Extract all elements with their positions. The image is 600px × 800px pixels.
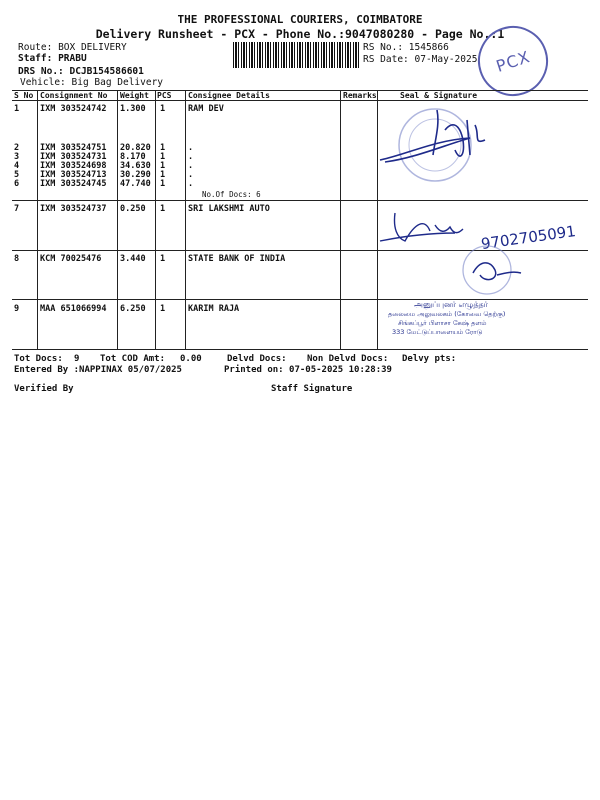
- col-header-consignment: Consignment No: [40, 91, 108, 100]
- row-sno: 2: [14, 143, 20, 153]
- row-consignment: IXM 303524742: [40, 104, 107, 114]
- row-pcs: 1: [160, 304, 166, 314]
- row-sno: 5: [14, 170, 20, 180]
- col-header-remarks: Remarks: [343, 91, 377, 100]
- col-header-sno: S No: [14, 91, 34, 100]
- row-pcs: 1: [160, 204, 166, 214]
- row-pcs: 1: [160, 179, 166, 189]
- row-consignment: KCM 70025476: [40, 254, 102, 264]
- tot-docs-label: Tot Docs:: [14, 354, 63, 364]
- row-sno: 4: [14, 161, 20, 171]
- verified-by: Verified By: [14, 384, 74, 394]
- row-weight: 3.440: [120, 254, 146, 264]
- tamil-address-stamp: [378, 300, 588, 348]
- table-bottom-rule: [12, 349, 588, 350]
- column-divider: [155, 90, 156, 349]
- row-sno: 9: [14, 304, 20, 314]
- rs-no-label: RS No.:: [363, 42, 404, 53]
- row-rule: [12, 200, 588, 201]
- vehicle-label: Vehicle:: [20, 77, 66, 88]
- col-header-consignee: Consignee Details: [188, 91, 270, 100]
- row-weight: 47.740: [120, 179, 151, 189]
- row-pcs: 1: [160, 104, 166, 114]
- row-consignment: IXM 303524698: [40, 161, 107, 171]
- printed-on: Printed on: 07-05-2025 10:28:39: [224, 365, 392, 375]
- col-header-weight: Weight: [120, 91, 149, 100]
- cod-value: 0.00: [180, 354, 202, 364]
- drs-label: DRS No.:: [18, 66, 64, 77]
- row-consignment: IXM 303524745: [40, 179, 107, 189]
- row-consignee: STATE BANK OF INDIA: [188, 254, 286, 264]
- row-weight: 34.630: [120, 161, 151, 171]
- rs-date-label: RS Date:: [363, 54, 409, 65]
- rs-no-value: 1545866: [408, 42, 449, 53]
- staff-signature: Staff Signature: [271, 384, 353, 394]
- rs-date-value: 07-May-2025: [414, 54, 478, 65]
- row-weight: 6.250: [120, 304, 146, 314]
- runsheet-title: Delivery Runsheet - PCX - Phone No.:9047080280 - Page No.:1: [95, 27, 505, 41]
- column-divider: [37, 90, 38, 349]
- route-label: Route:: [18, 42, 53, 53]
- rs-date-line: [363, 54, 477, 65]
- row-pcs: 1: [160, 254, 166, 264]
- column-divider: [117, 90, 118, 349]
- row-consignee: .: [188, 143, 194, 153]
- row-consignee: KARIM RAJA: [188, 304, 240, 314]
- col-header-seal: Seal & Signature: [400, 91, 478, 100]
- cod-label: Tot COD Amt:: [100, 354, 166, 364]
- row-consignee: .: [188, 161, 194, 171]
- row-consignment: IXM 303524751: [40, 143, 107, 153]
- seal-circle-icon: [463, 246, 511, 294]
- row-sno: 7: [14, 204, 20, 214]
- tamil-stamp-line: 333 மேட்டுப்பாளையம் ரோடு: [392, 328, 483, 336]
- row-sno: 6: [14, 179, 20, 189]
- staff-label: Staff:: [18, 53, 53, 64]
- rs-no-line: [363, 42, 449, 53]
- row-weight: 0.250: [120, 204, 146, 214]
- row-weight: 8.170: [120, 152, 146, 162]
- vehicle-value: Big Bag Delivery: [71, 77, 164, 88]
- route-value: BOX DELIVERY: [58, 42, 127, 53]
- tot-docs-value: 9: [74, 354, 80, 364]
- route-line: [18, 42, 127, 53]
- delvy-pts-label: Delvy pts:: [402, 354, 457, 364]
- row-weight: 20.820: [120, 143, 151, 153]
- staff-value: PRABU: [58, 53, 87, 64]
- row-consignee: .: [188, 170, 194, 180]
- pcx-stamp-text: PCX: [493, 46, 533, 76]
- row-sno: 1: [14, 104, 20, 114]
- no-of-docs: No.Of Docs: 6: [202, 190, 261, 199]
- row-consignment: IXM 303524731: [40, 152, 107, 162]
- handwritten-phone: 9702705091: [479, 222, 577, 254]
- row-consignee: RAM DEV: [188, 104, 224, 114]
- tamil-stamp-line: சிங்கப்பூர் பிளாசா கேஷ் தளம்: [398, 319, 487, 327]
- tamil-stamp-line: தலைமை அலுவலகம் (கோவை தெற்கு): [388, 310, 506, 318]
- row-consignment: MAA 651066994: [40, 304, 107, 314]
- signature-row-8: [455, 245, 525, 300]
- row-pcs: 1: [160, 161, 166, 171]
- row-sno: 8: [14, 254, 20, 264]
- row-pcs: 1: [160, 152, 166, 162]
- row-consignment: IXM 303524737: [40, 204, 107, 214]
- company-name: THE PROFESSIONAL COURIERS, COIMBATORE: [177, 13, 423, 26]
- row-weight: 1.300: [120, 104, 146, 114]
- drs-line: [18, 66, 144, 77]
- entered-by: Entered By :NAPPINAX 05/07/2025: [14, 365, 182, 375]
- row-consignee: SRI LAKSHMI AUTO: [188, 204, 270, 214]
- row-consignment: IXM 303524713: [40, 170, 107, 180]
- delvd-docs-label: Delvd Docs:: [227, 354, 287, 364]
- vehicle-line: [20, 77, 163, 88]
- signature-row-1: [375, 100, 545, 190]
- tamil-stamp-line: அனுப்புனர் எழுத்தர்: [414, 300, 488, 309]
- col-header-pcs: PCS: [157, 91, 172, 100]
- row-consignee: .: [188, 179, 194, 189]
- staff-line: [18, 53, 87, 64]
- row-sno: 3: [14, 152, 20, 162]
- row-weight: 30.290: [120, 170, 151, 180]
- row-consignee: .: [188, 152, 194, 162]
- row-pcs: 1: [160, 170, 166, 180]
- non-delvd-docs-label: Non Delvd Docs:: [307, 354, 389, 364]
- column-divider: [340, 90, 341, 349]
- drs-value: DCJB154586601: [69, 66, 144, 77]
- barcode: [233, 42, 359, 68]
- row-pcs: 1: [160, 143, 166, 153]
- column-divider: [185, 90, 186, 349]
